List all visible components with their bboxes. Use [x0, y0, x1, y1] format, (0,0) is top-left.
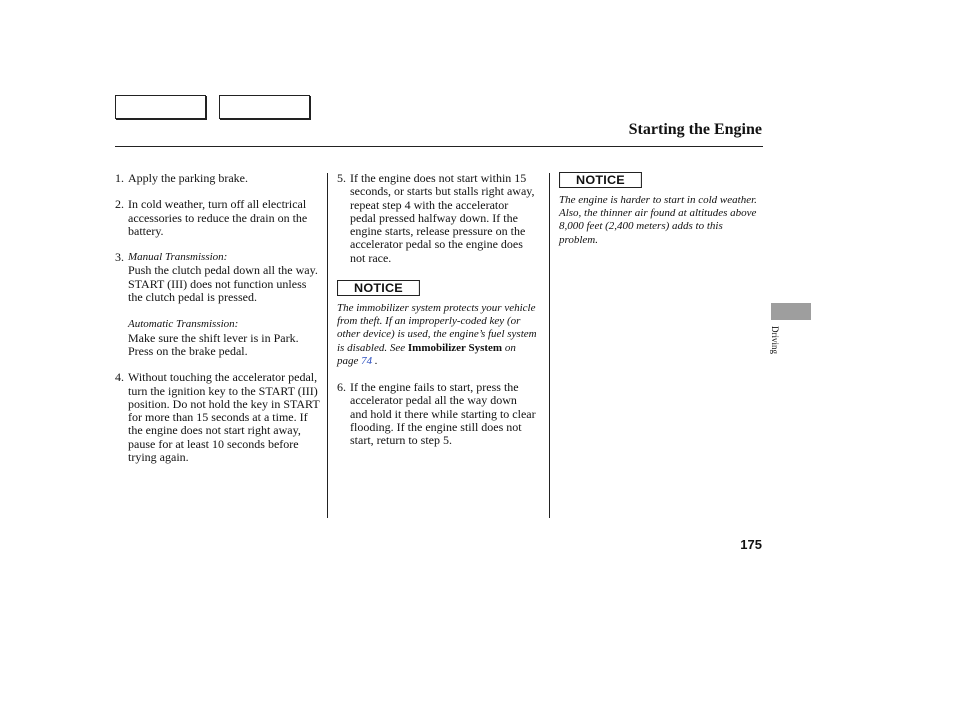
- notice-text: [337, 302, 537, 368]
- page-title: Starting the Engine: [628, 121, 762, 138]
- column-divider: [327, 173, 328, 518]
- manual-transmission-text: Push the clutch pedal down all the way. START (III) does not function unless the clutch pedal is pressed.: [128, 263, 318, 305]
- column-divider: [549, 173, 550, 518]
- step-text: If the engine fails to start, press the accelerator pedal all the way down and hold it there while starting to clear flooding. If the engine still does not start, return to step 5.: [350, 380, 536, 448]
- step-text: Without touching the accelerator pedal, turn the ignition key to the START (III) position. Do not hold the key in START for more than 15 seconds at a time. If the engine does not start right away, pause for at least 10 seconds before trying again.: [128, 370, 320, 465]
- reference-end: .: [374, 354, 378, 367]
- step-6: [337, 381, 537, 447]
- section-tab-marker: [771, 303, 811, 320]
- immobilizer-system-reference: Immobilizer System: [407, 341, 503, 354]
- title-divider: [115, 146, 763, 147]
- step-5: [337, 172, 537, 265]
- nav-button-next[interactable]: [219, 95, 310, 119]
- step-number: 3.: [115, 250, 124, 265]
- notice-block: [337, 280, 537, 368]
- section-tab-label: Driving: [770, 326, 780, 354]
- on-page-text: on page: [337, 341, 516, 367]
- step-2: [115, 198, 320, 238]
- nav-button-previous[interactable]: [115, 95, 206, 119]
- step-3: [115, 251, 320, 358]
- automatic-transmission-label: Automatic Transmission:: [128, 318, 239, 331]
- manual-transmission-label: Manual Transmission:: [128, 251, 228, 264]
- step-number: 1.: [115, 171, 124, 185]
- step-number: 5.: [337, 171, 346, 185]
- instructions-column-1: [115, 172, 320, 464]
- notice-badge: NOTICE: [559, 172, 642, 188]
- notice-text: The engine is harder to start in cold weather. Also, the thinner air found at altitudes above 8,000 feet (2,400 meters) adds to this problem.: [559, 194, 757, 246]
- notice-body: The immobilizer system protects your vehicle from theft. If an improperly-coded key (or other device) is used, the engine’s fuel system is disabled. See: [337, 302, 537, 354]
- step-text: Apply the parking brake.: [128, 171, 248, 185]
- notice-badge: NOTICE: [337, 280, 420, 296]
- automatic-transmission-text: Make sure the shift lever is in Park. Press on the brake pedal.: [128, 330, 299, 358]
- notice-column: [559, 172, 759, 247]
- step-number: 2.: [115, 197, 124, 212]
- step-text: If the engine does not start within 15 seconds, or starts but stalls right away, repeat step 4 with the accelerator pedal pressed halfway down. If the engine starts, release pressure on the accelerator pedal so the engine does not race.: [350, 171, 535, 265]
- instructions-column-2: [337, 172, 537, 448]
- page-number: 175: [740, 537, 762, 552]
- step-number: 4.: [115, 370, 124, 385]
- step-number: 6.: [337, 380, 346, 395]
- step-text: In cold weather, turn off all electrical accessories to reduce the drain on the battery.: [128, 197, 308, 238]
- step-1: [115, 172, 320, 185]
- step-4: [115, 371, 320, 464]
- page-74-link[interactable]: 74: [361, 354, 373, 367]
